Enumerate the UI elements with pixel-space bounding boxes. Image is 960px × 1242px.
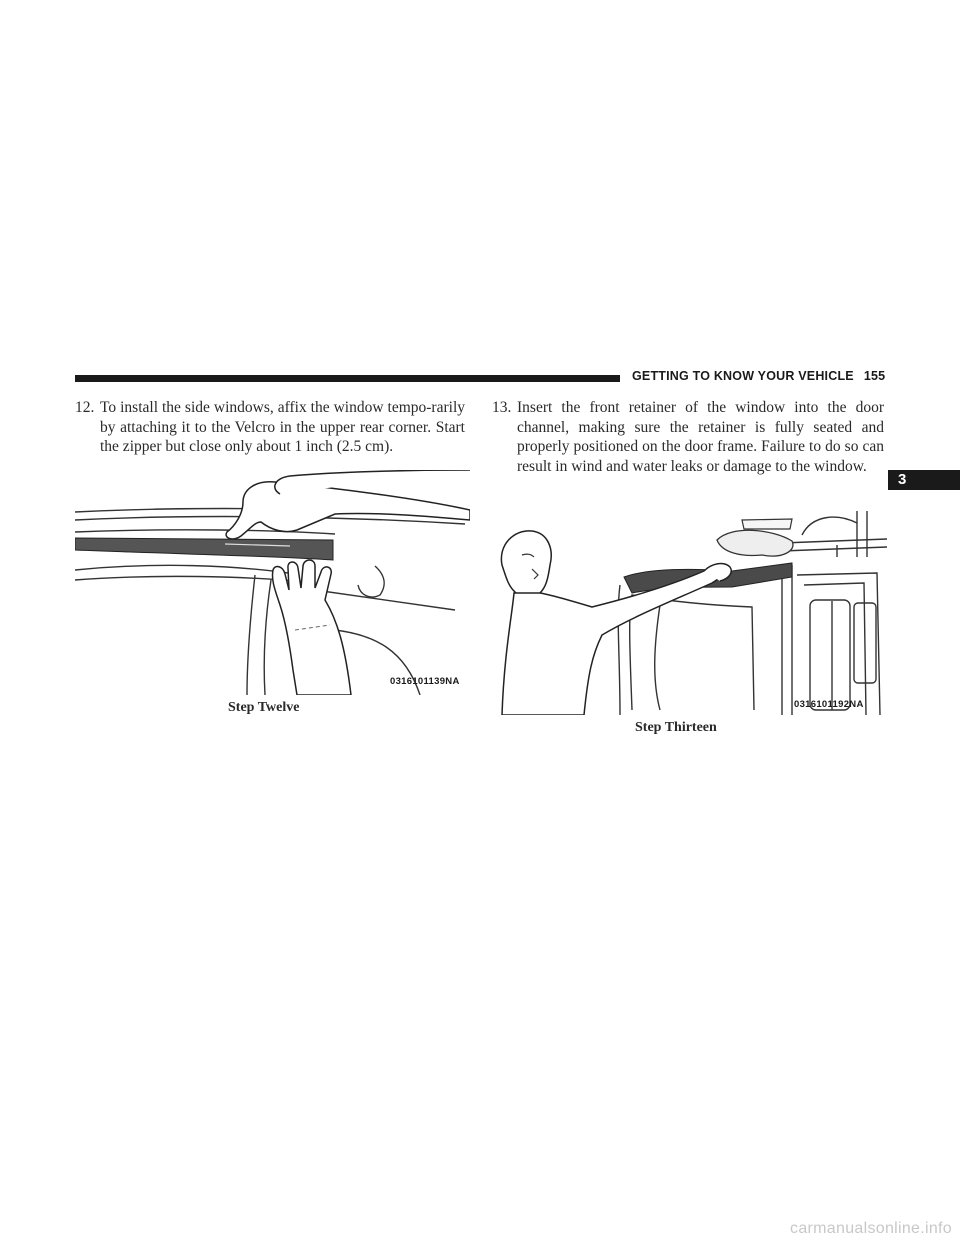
watermark: carmanualsonline.info — [790, 1220, 952, 1237]
running-header — [632, 369, 885, 383]
page-number: 155 — [863, 369, 886, 383]
figure-step-twelve — [75, 470, 470, 695]
figure-caption: Step Thirteen — [635, 720, 717, 735]
figure-code: 0316101192NA — [794, 699, 864, 710]
step-item — [492, 398, 884, 476]
illustration-man-door-retainer — [492, 505, 887, 715]
figure-step-thirteen — [492, 505, 887, 715]
step-text: Insert the front retainer of the window into the door channel, making sure the retainer is fully seated and properly positioned on the door frame. Failure to do so can result in wind and water leaks or damage to the window. — [517, 399, 884, 475]
step-number: 13. — [492, 399, 512, 416]
step-text: To install the side windows, affix the window tempo-rarily by attaching it to the Velcro in the upper rear corner. Start the zipper but close only about 1 inch (2.5 cm). — [100, 399, 465, 455]
figure-code: 0316101139NA — [390, 676, 460, 687]
illustration-hand-velcro — [75, 470, 470, 695]
chapter-tab: 3 — [888, 470, 960, 490]
step-item — [75, 398, 465, 457]
section-title: GETTING TO KNOW YOUR VEHICLE — [632, 369, 854, 383]
figure-caption: Step Twelve — [228, 700, 300, 715]
header-rule — [75, 375, 620, 382]
step-number: 12. — [75, 399, 95, 416]
